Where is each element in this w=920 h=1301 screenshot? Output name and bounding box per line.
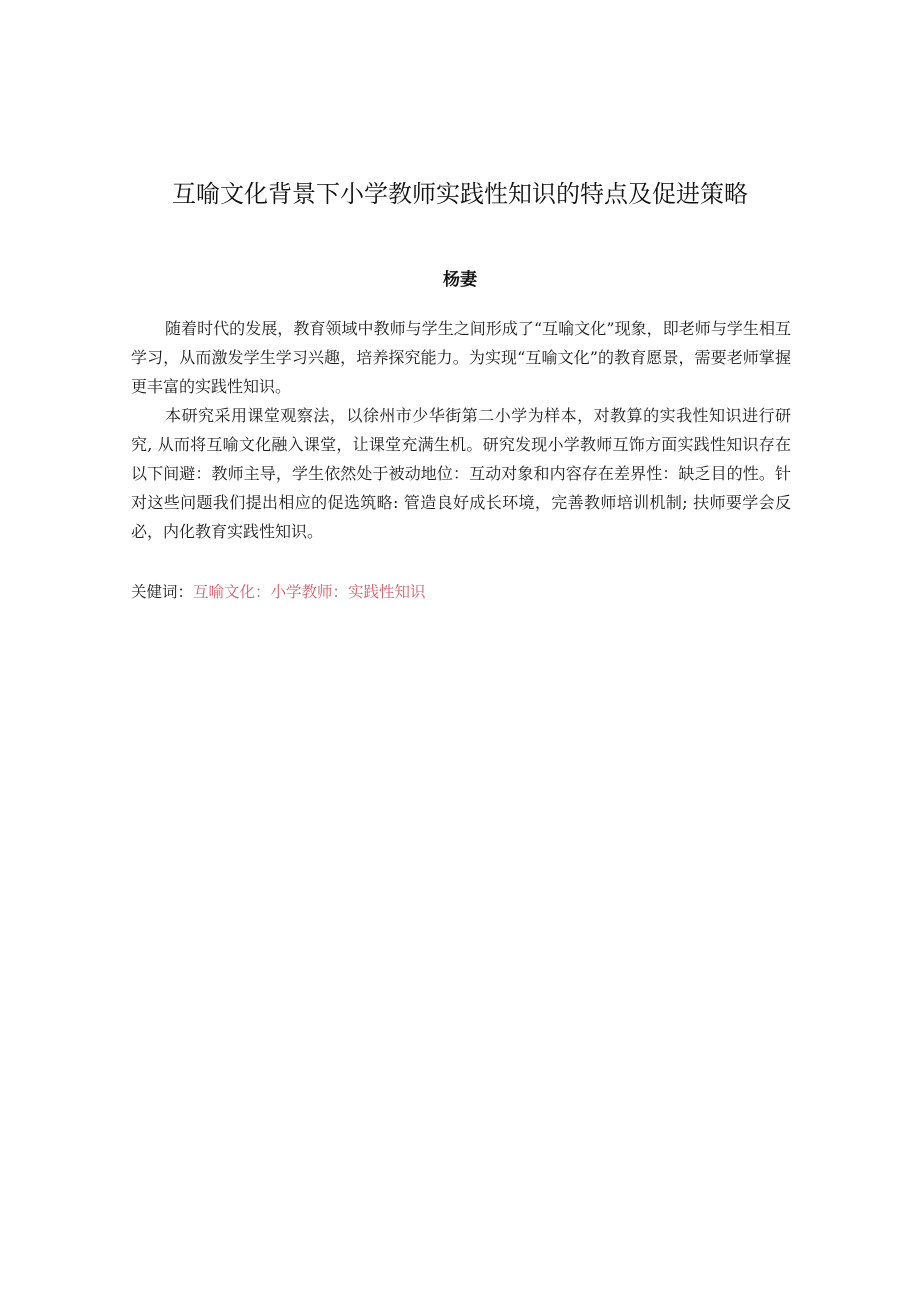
abstract-paragraph-2: 本研究采用课堂观察法，以徐州市少华街第二小学为样本，对教算的实我性知识进行研究, 从而将互喻文化融入课堂，让课堂充满生机。研究发现小学教师互饰方面实践性知识存在以下间避：教师主导，学生依然处于被动地位：互动对象和内容存在差界性：缺乏目的性。针对这些问题我们提出相应的促选筑略: 管造良好成长环境，完善教师培训机制; 扶师要学会反必，内化教育实践性知识。 xyxy=(131,406,791,541)
keywords-label: 关健词： xyxy=(131,583,194,601)
document-title: 互喻文化背景下小学教师实践性知识的特点及促进策略 xyxy=(172,180,748,208)
author-name: 杨妻 xyxy=(443,270,477,290)
abstract-paragraph-1: 随着时代的发展，教育领域中教师与学生之间形成了“互喻文化”现象，即老师与学生相互学习，从而激发学生学习兴趣，培养探究能力。为实现“互喻文化”的教育愿景，需要老师掌握更丰富的实践性知识。 xyxy=(131,319,791,396)
abstract-section xyxy=(131,314,791,546)
keywords-values: 互喻文化：小学教师：实践性知识 xyxy=(193,583,426,601)
keywords-line xyxy=(131,578,791,606)
